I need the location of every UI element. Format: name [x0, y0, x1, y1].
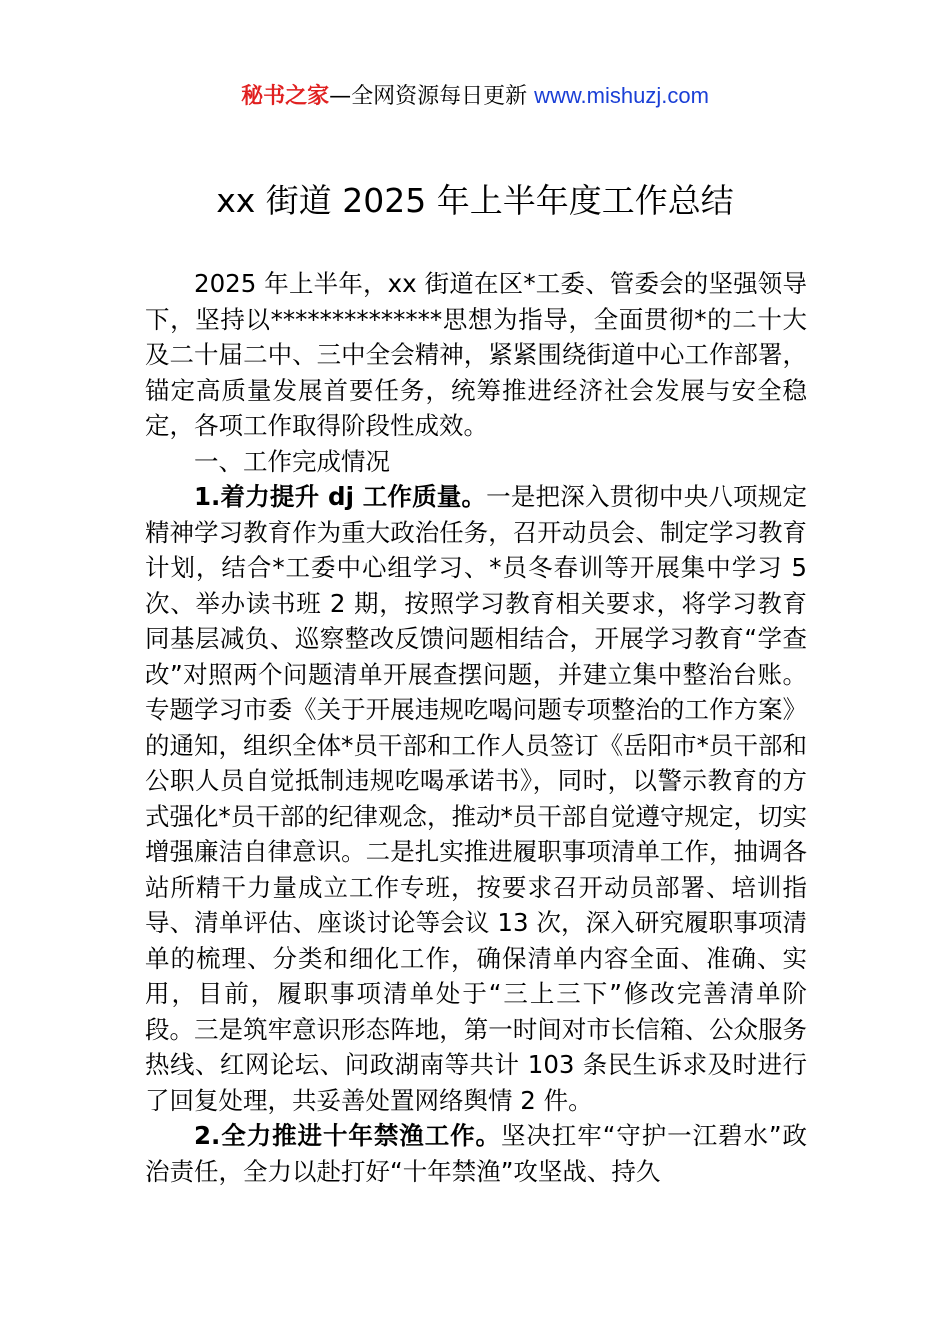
item-1-paragraph [145, 479, 807, 1118]
document-title: xx 街道 2025 年上半年度工作总结 [216, 181, 734, 220]
item-1-lead: 1.着力提升 dj 工作质量。 [194, 482, 487, 511]
item-1-text: 一是把深入贯彻中央八项规定精神学习教育作为重大政治任务，召开动员会、制定学习教育计划，结合*工委中心组学习、*员冬春训等开展集中学习 5 次、举办读书班 2 期，按照学习教育相关要求，将学习教育同基层减负、巡察整改反馈问题相结合，开展学习教育“学查改”对照两个问题清单开展查摆问题，并建立集中整治台账。专题学习市委《关于开展违规吃喝问题专项整治的工作方案》的通知，组织全体*员干部和工作人员签订《岳阳市*员干部和公职人员自觉抵制违规吃喝承诺书》，同时，以警示教育的方式强化*员干部的纪律观念，推动*员干部自觉遵守规定，切实增强廉洁自律意识。二是扎实推进履职事项清单工作，抽调各站所精干力量成立工作专班，按要求召开动员部署、培训指导、清单评估、座谈讨论等会议 13 次，深入研究履职事项清单的梳理、分类和细化工作，确保清单内容全面、准确、实用，目前，履职事项清单处于“三上三下”修改完善清单阶段。三是筑牢意识形态阵地，第一时间对市长信箱、公众服务热线、红网论坛、问政湖南等共计 103 条民生诉求及时进行了回复处理，共妥善处置网络舆情 2 件。 [145, 482, 807, 1115]
item-2-text: 坚决扛牢“守护一江碧水”政治责任，全力以赴打好“十年禁渔”攻坚战、持久 [145, 1121, 807, 1186]
intro-paragraph: 2025 年上半年，xx 街道在区*工委、管委会的坚强领导下，坚持以**************思想为指导，全面贯彻*的二十大及二十届二中、三中全会精神，紧紧围绕街道中心工作部署，锚定高质量发展首要任务，统筹推进经济社会发展与安全稳定，各项工作取得阶段性成效。 [145, 269, 807, 440]
document-body [145, 266, 807, 1189]
item-2-paragraph [145, 1118, 807, 1189]
site-tagline: —全网资源每日更新 [329, 84, 535, 109]
site-watermark-header [0, 80, 950, 113]
item-2-lead: 2.全力推进十年禁渔工作。 [194, 1121, 501, 1150]
site-url: www.mishuzj.com [534, 83, 709, 108]
site-brand: 秘书之家 [241, 84, 330, 109]
section-heading: 一、工作完成情况 [194, 446, 390, 476]
